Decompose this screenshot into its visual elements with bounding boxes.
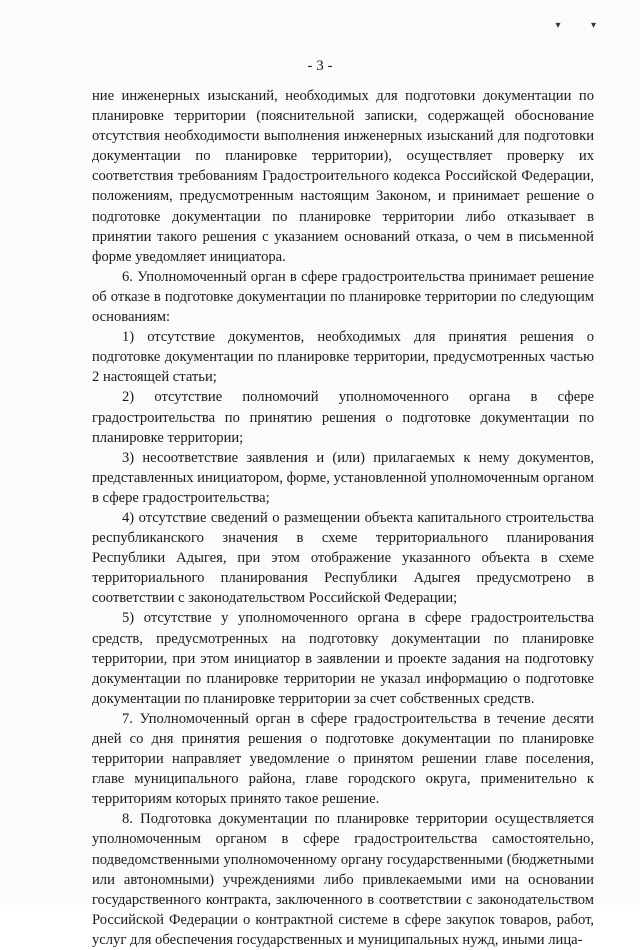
- document-body: [92, 86, 594, 950]
- list-item-4: 4) отсутствие сведений о размещении объекта капитального строительства республиканского значения в схеме территориального планирования Республики Адыгея, при этом отображение указанного объекта в схеме территориального планирования Республики Адыгея предусмотрено в соответствии с законодательством Российской Федерации;: [92, 509, 594, 607]
- page-number: - 3 -: [307, 58, 333, 74]
- paragraph-item-7: 7. Уполномоченный орган в сфере градостроительства в течение десяти дней со дня принятия решения о подготовке документации по планировке территории направляет уведомление о принятом решении главе поселения, главе муниципального района, главе городского округа, применительно к территориям которых принято такое решение.: [92, 710, 594, 808]
- corner-marks: ▾ ▾: [555, 20, 610, 31]
- paragraph-item-8: 8. Подготовка документации по планировке территории осуществляется уполномоченным органом в сфере градостроительства самостоятельно, подведомственными уполномоченному органу государственными (бюджетными или автономными) учреждениями либо привлекаемыми ими на основании государственного контракта, заключенного в соответствии с законодательством Российской Федерации о контрактной системе в сфере закупок товаров, работ, услуг для обеспечения государственных и муниципальных нужд, иными лица-: [92, 811, 594, 948]
- paragraph-continuation: ние инженерных изысканий, необходимых для подготовки документации по планировке территории (пояснительной записки, содержащей обоснование отсутствия необходимости выполнения инженерных изысканий для подготовки документации по планировке территории), осуществляет проверку их соответствия требованиям Градостроительного кодекса Российской Федерации, положениям, предусмотренным настоящим Законом, и принимает решение о подготовке документации по планировке территории либо отказывает в принятии такого решения с указанием оснований отказа, о чем в письменной форме уведомляет инициатора.: [92, 88, 594, 265]
- list-item-1: 1) отсутствие документов, необходимых для принятия решения о подготовке документации по планировке территории, предусмотренных частью 2 настоящей статьи;: [92, 329, 594, 386]
- list-item-3: 3) несоответствие заявления и (или) прилагаемых к нему документов, представленных инициатором, форме, установленной уполномоченным органом в сфере градостроительства;: [92, 449, 594, 506]
- paragraph-item-6: 6. Уполномоченный орган в сфере градостроительства принимает решение об отказе в подготовке документации по планировке территории по следующим основаниям:: [92, 268, 594, 326]
- list-item-5: 5) отсутствие у уполномоченного органа в сфере градостроительства средств, предусмотренных на подготовку документации по планировке территории, при этом инициатор в заявлении и проекте задания на подготовку документации по планировке территории не указал информацию о подготовке документации по планировке территории за счет собственных средств.: [92, 610, 594, 707]
- list-item-2: 2) отсутствие полномочий уполномоченного органа в сфере градостроительства по принятию решения о подготовке документации по планировке территории;: [92, 389, 594, 446]
